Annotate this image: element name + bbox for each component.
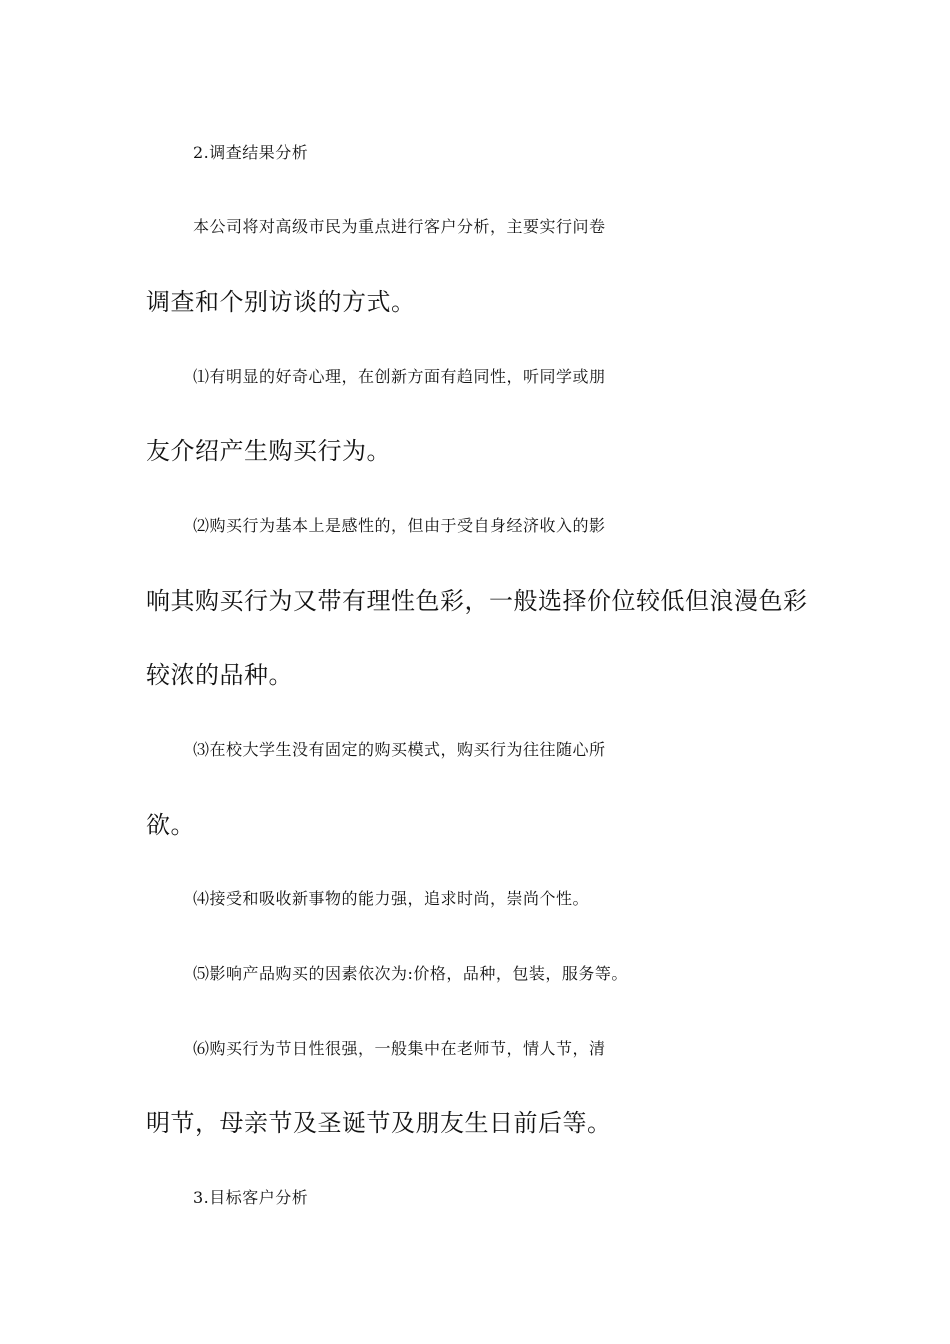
section-heading: 2.调查结果分析 bbox=[193, 143, 309, 162]
list-item-4-line: ⑷接受和吸收新事物的能力强，追求时尚，崇尚个性。 bbox=[193, 889, 590, 908]
list-item-3-line: 欲。 bbox=[146, 811, 195, 839]
list-item-6-line: ⑹购买行为节日性很强，一般集中在老师节，情人节，清 bbox=[193, 1039, 606, 1058]
list-item-6-line: 明节，母亲节及圣诞节及朋友生日前后等。 bbox=[146, 1109, 612, 1137]
paragraph-line: 调查和个别访谈的方式。 bbox=[146, 288, 416, 316]
paragraph-line: 本公司将对高级市民为重点进行客户分析，主要实行问卷 bbox=[193, 217, 606, 236]
list-item-2-line: 响其购买行为又带有理性色彩，一般选择价位较低但浪漫色彩 bbox=[146, 587, 808, 615]
list-item-5-line: ⑸影响产品购买的因素依次为:价格，品种，包装，服务等。 bbox=[193, 964, 628, 983]
list-item-1-line: 友介绍产生购买行为。 bbox=[146, 437, 391, 465]
list-item-1-line: ⑴有明显的好奇心理，在创新方面有趋同性，听同学或朋 bbox=[193, 367, 606, 386]
section-heading: 3.目标客户分析 bbox=[193, 1188, 309, 1207]
list-item-2-line: 较浓的品种。 bbox=[146, 661, 293, 689]
list-item-2-line: ⑵购买行为基本上是感性的，但由于受自身经济收入的影 bbox=[193, 516, 606, 535]
list-item-3-line: ⑶在校大学生没有固定的购买模式，购买行为往往随心所 bbox=[193, 740, 606, 759]
